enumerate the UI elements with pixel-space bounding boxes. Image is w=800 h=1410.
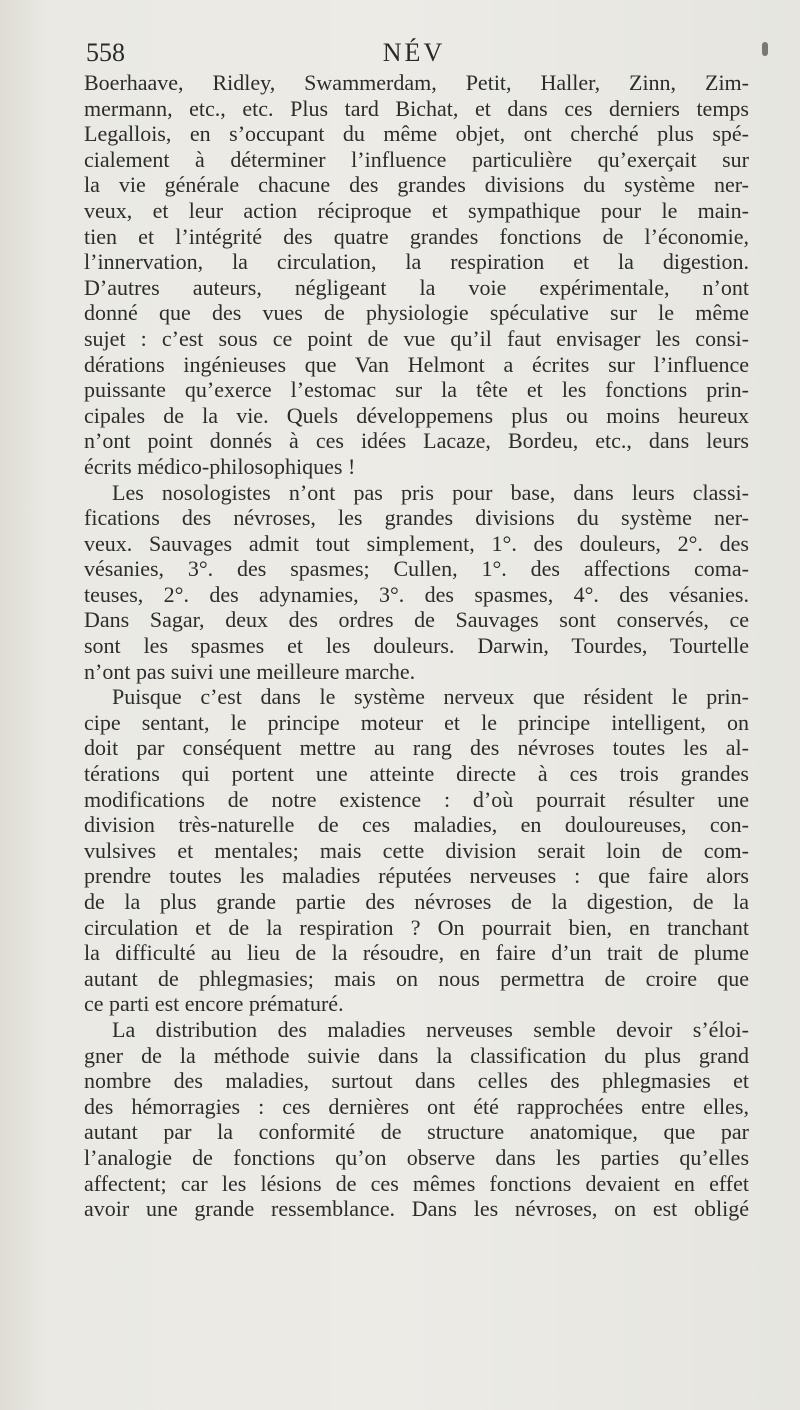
text-line: écrits médico-philosophiques ! bbox=[84, 453, 356, 479]
text-line: circulation et de la respiration ? On pourrait bien, en tranchant bbox=[84, 914, 749, 940]
text-line: cipe sentant, le principe moteur et le principe intelligent, on bbox=[84, 709, 749, 735]
paragraph-start-line: Les nosologistes n’ont pas pris pour base, dans leurs classi- bbox=[112, 479, 749, 505]
text-line: la vie générale chacune des grandes divisions du système ner- bbox=[84, 172, 749, 198]
text-line: dérations ingénieuses que Van Helmont a écrites sur l’influence bbox=[84, 351, 749, 377]
text-line: autant de phlegmasies; mais on nous permettra de croire que bbox=[84, 965, 749, 991]
text-line: Boerhaave, Ridley, Swammerdam, Petit, Haller, Zinn, Zim- bbox=[84, 70, 749, 95]
text-line: des hémorragies : ces dernières ont été rapprochées entre elles, bbox=[84, 1093, 749, 1119]
text-line: cipales de la vie. Quels développemens plus ou moins heureux bbox=[84, 402, 749, 428]
page-header bbox=[86, 36, 742, 70]
text-line: n’ont point donnés à ces idées Lacaze, Bordeu, etc., dans leurs bbox=[84, 428, 749, 454]
text-line: doit par conséquent mettre au rang des névroses toutes les al- bbox=[84, 735, 749, 761]
text-line: l’innervation, la circulation, la respiration et la digestion. bbox=[84, 249, 749, 275]
text-line: veux, et leur action réciproque et sympathique pour le main- bbox=[84, 197, 749, 223]
text-line: modifications de notre existence : d’où pourrait résulter une bbox=[84, 786, 749, 812]
text-line: sujet : c’est sous ce point de vue qu’il faut envisager les consi- bbox=[84, 325, 749, 351]
paragraph-start-line: La distribution des maladies nerveuses semble devoir s’éloi- bbox=[112, 1016, 749, 1042]
running-head: NÉV bbox=[382, 38, 446, 67]
text-line: nombre des maladies, surtout dans celles des phlegmasies et bbox=[84, 1068, 749, 1094]
text-line: division très-naturelle de ces maladies, en douloureuses, con- bbox=[84, 812, 749, 838]
text-line: tien et l’intégrité des quatre grandes fonctions de l’économie, bbox=[84, 223, 749, 249]
text-line: fications des névroses, les grandes divisions du système ner- bbox=[84, 505, 749, 531]
text-line: sont les spasmes et les douleurs. Darwin, Tourdes, Tourtelle bbox=[84, 633, 749, 659]
text-line: veux. Sauvages admit tout simplement, 1°. des douleurs, 2°. des bbox=[84, 530, 749, 556]
page-number: 558 bbox=[86, 38, 125, 67]
text-line: prendre toutes les maladies réputées nerveuses : que faire alors bbox=[84, 863, 749, 889]
ink-mark bbox=[762, 42, 768, 56]
text-line: cialement à déterminer l’influence particulière qu’exerçait sur bbox=[84, 146, 749, 172]
text-line: de la plus grande partie des névroses de la digestion, de la bbox=[84, 889, 749, 914]
text-line: ce parti est encore prématuré. bbox=[84, 991, 344, 1017]
text-line: avoir une grande ressemblance. Dans les névroses, on est obligé bbox=[84, 1196, 749, 1222]
text-line: la difficulté au lieu de la résoudre, en faire d’un trait de plume bbox=[84, 940, 749, 966]
paragraph-start-line: Puisque c’est dans le système nerveux que résident le prin- bbox=[112, 684, 749, 710]
text-line: autant par la conformité de structure anatomique, que par bbox=[84, 1119, 749, 1145]
text-line: mermann, etc., etc. Plus tard Bichat, et dans ces derniers temps bbox=[84, 95, 749, 121]
body-text bbox=[84, 70, 749, 1222]
text-line: n’ont pas suivi une meilleure marche. bbox=[84, 658, 416, 684]
text-line: gner de la méthode suivie dans la classification du plus grand bbox=[84, 1042, 749, 1068]
text-line: l’analogie de fonctions qu’on observe dans les parties qu’elles bbox=[84, 1144, 749, 1170]
text-line: térations qui portent une atteinte directe à ces trois grandes bbox=[84, 761, 749, 787]
text-line: puissante qu’exerce l’estomac sur la tête et les fonctions prin- bbox=[84, 377, 749, 403]
text-line: teuses, 2°. des adynamies, 3°. des spasmes, 4°. des vésanies. bbox=[84, 581, 749, 607]
text-line: Dans Sagar, deux des ordres de Sauvages sont conservés, ce bbox=[84, 607, 749, 633]
text-line: vésanies, 3°. des spasmes; Cullen, 1°. des affections coma- bbox=[84, 556, 749, 582]
text-line: Legallois, en s’occupant du même objet, ont cherché plus spé- bbox=[84, 121, 749, 147]
text-line: donné que des vues de physiologie spéculative sur le même bbox=[84, 300, 749, 326]
text-line: D’autres auteurs, négligeant la voie expérimentale, n’ont bbox=[84, 274, 749, 300]
text-line: vulsives et mentales; mais cette division serait loin de com- bbox=[84, 837, 749, 863]
text-line: affectent; car les lésions de ces mêmes fonctions devaient en effet bbox=[84, 1170, 749, 1196]
